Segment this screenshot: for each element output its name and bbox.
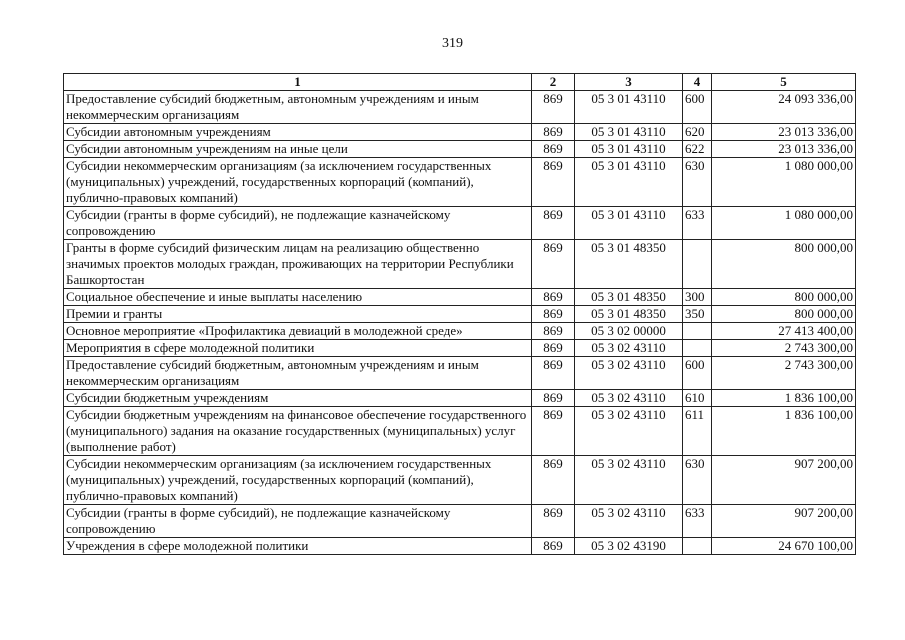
- header-col-5: 5: [712, 74, 856, 91]
- row-expense-type: 350: [683, 306, 712, 323]
- row-name: Субсидии некоммерческим организациям (за исключением государственных (муниципальных) учреждений, государственных корпораций (компаний), публично-правовых компаний): [64, 456, 532, 505]
- row-classification-code: 05 3 01 48350: [575, 306, 683, 323]
- row-name: Премии и гранты: [64, 306, 532, 323]
- row-department-code: 869: [532, 158, 575, 207]
- table-row: [64, 289, 856, 306]
- header-col-4: 4: [683, 74, 712, 91]
- table-row: [64, 390, 856, 407]
- row-department-code: 869: [532, 240, 575, 289]
- table-row: [64, 407, 856, 456]
- row-amount: 2 743 300,00: [712, 340, 856, 357]
- row-department-code: 869: [532, 289, 575, 306]
- table-body: [64, 91, 856, 555]
- row-expense-type: 620: [683, 124, 712, 141]
- row-expense-type: 611: [683, 407, 712, 456]
- row-department-code: 869: [532, 357, 575, 390]
- row-classification-code: 05 3 02 43110: [575, 505, 683, 538]
- table-row: [64, 340, 856, 357]
- row-expense-type: 610: [683, 390, 712, 407]
- table-row: [64, 505, 856, 538]
- row-name: Субсидии (гранты в форме субсидий), не подлежащие казначейскому сопровождению: [64, 505, 532, 538]
- row-name: Учреждения в сфере молодежной политики: [64, 538, 532, 555]
- row-expense-type: [683, 240, 712, 289]
- row-expense-type: 633: [683, 505, 712, 538]
- row-amount: 23 013 336,00: [712, 124, 856, 141]
- row-department-code: 869: [532, 124, 575, 141]
- row-name: Субсидии бюджетным учреждениям: [64, 390, 532, 407]
- row-amount: 1 836 100,00: [712, 390, 856, 407]
- row-expense-type: [683, 340, 712, 357]
- table-row: [64, 207, 856, 240]
- row-department-code: 869: [532, 306, 575, 323]
- row-department-code: 869: [532, 141, 575, 158]
- row-amount: 1 080 000,00: [712, 207, 856, 240]
- table-row: [64, 456, 856, 505]
- row-expense-type: 630: [683, 456, 712, 505]
- row-department-code: 869: [532, 91, 575, 124]
- header-col-1: 1: [64, 74, 532, 91]
- row-amount: 907 200,00: [712, 456, 856, 505]
- row-name: Субсидии бюджетным учреждениям на финансовое обеспечение государственного (муниципального) задания на оказание государственных (муниципальных) услуг (выполнение работ): [64, 407, 532, 456]
- row-expense-type: 300: [683, 289, 712, 306]
- row-classification-code: 05 3 02 43110: [575, 390, 683, 407]
- row-name: Мероприятия в сфере молодежной политики: [64, 340, 532, 357]
- table-row: [64, 158, 856, 207]
- header-col-2: 2: [532, 74, 575, 91]
- row-amount: 800 000,00: [712, 306, 856, 323]
- row-amount: 1 080 000,00: [712, 158, 856, 207]
- row-amount: 27 413 400,00: [712, 323, 856, 340]
- row-expense-type: 633: [683, 207, 712, 240]
- row-amount: 2 743 300,00: [712, 357, 856, 390]
- row-classification-code: 05 3 01 48350: [575, 289, 683, 306]
- header-col-3: 3: [575, 74, 683, 91]
- row-amount: 800 000,00: [712, 289, 856, 306]
- row-name: Субсидии автономным учреждениям на иные цели: [64, 141, 532, 158]
- row-department-code: 869: [532, 538, 575, 555]
- table-row: [64, 141, 856, 158]
- table-header-row: [64, 74, 856, 91]
- row-name: Социальное обеспечение и иные выплаты населению: [64, 289, 532, 306]
- page-number: 319: [442, 36, 463, 51]
- row-expense-type: 630: [683, 158, 712, 207]
- row-classification-code: 05 3 01 43110: [575, 124, 683, 141]
- row-department-code: 869: [532, 505, 575, 538]
- row-classification-code: 05 3 02 43110: [575, 340, 683, 357]
- row-name: Гранты в форме субсидий физическим лицам на реализацию общественно значимых проектов молодых граждан, проживающих на территории Республики Башкортостан: [64, 240, 532, 289]
- table-row: [64, 306, 856, 323]
- row-name: Предоставление субсидий бюджетным, автономным учреждениям и иным некоммерческим организациям: [64, 91, 532, 124]
- row-amount: 24 093 336,00: [712, 91, 856, 124]
- row-department-code: 869: [532, 323, 575, 340]
- row-expense-type: [683, 323, 712, 340]
- table-row: [64, 323, 856, 340]
- table-row: [64, 240, 856, 289]
- row-name: Предоставление субсидий бюджетным, автономным учреждениям и иным некоммерческим организациям: [64, 357, 532, 390]
- row-classification-code: 05 3 01 43110: [575, 207, 683, 240]
- row-department-code: 869: [532, 340, 575, 357]
- row-classification-code: 05 3 01 48350: [575, 240, 683, 289]
- row-department-code: 869: [532, 390, 575, 407]
- row-amount: 24 670 100,00: [712, 538, 856, 555]
- row-amount: 23 013 336,00: [712, 141, 856, 158]
- row-classification-code: 05 3 02 00000: [575, 323, 683, 340]
- row-name: Субсидии (гранты в форме субсидий), не подлежащие казначейскому сопровождению: [64, 207, 532, 240]
- row-amount: 1 836 100,00: [712, 407, 856, 456]
- row-expense-type: [683, 538, 712, 555]
- row-classification-code: 05 3 02 43110: [575, 456, 683, 505]
- table-row: [64, 124, 856, 141]
- row-expense-type: 622: [683, 141, 712, 158]
- row-expense-type: 600: [683, 357, 712, 390]
- row-name: Субсидии автономным учреждениям: [64, 124, 532, 141]
- row-classification-code: 05 3 02 43110: [575, 357, 683, 390]
- row-classification-code: 05 3 02 43110: [575, 407, 683, 456]
- row-classification-code: 05 3 01 43110: [575, 158, 683, 207]
- row-classification-code: 05 3 01 43110: [575, 91, 683, 124]
- row-amount: 800 000,00: [712, 240, 856, 289]
- budget-table: [63, 73, 856, 555]
- table-row: [64, 538, 856, 555]
- row-amount: 907 200,00: [712, 505, 856, 538]
- row-name: Основное мероприятие «Профилактика девиаций в молодежной среде»: [64, 323, 532, 340]
- row-expense-type: 600: [683, 91, 712, 124]
- row-name: Субсидии некоммерческим организациям (за исключением государственных (муниципальных) учреждений, государственных корпораций (компаний), публично-правовых компаний): [64, 158, 532, 207]
- row-department-code: 869: [532, 207, 575, 240]
- row-classification-code: 05 3 02 43190: [575, 538, 683, 555]
- row-department-code: 869: [532, 407, 575, 456]
- table-row: [64, 357, 856, 390]
- row-classification-code: 05 3 01 43110: [575, 141, 683, 158]
- row-department-code: 869: [532, 456, 575, 505]
- table-row: [64, 91, 856, 124]
